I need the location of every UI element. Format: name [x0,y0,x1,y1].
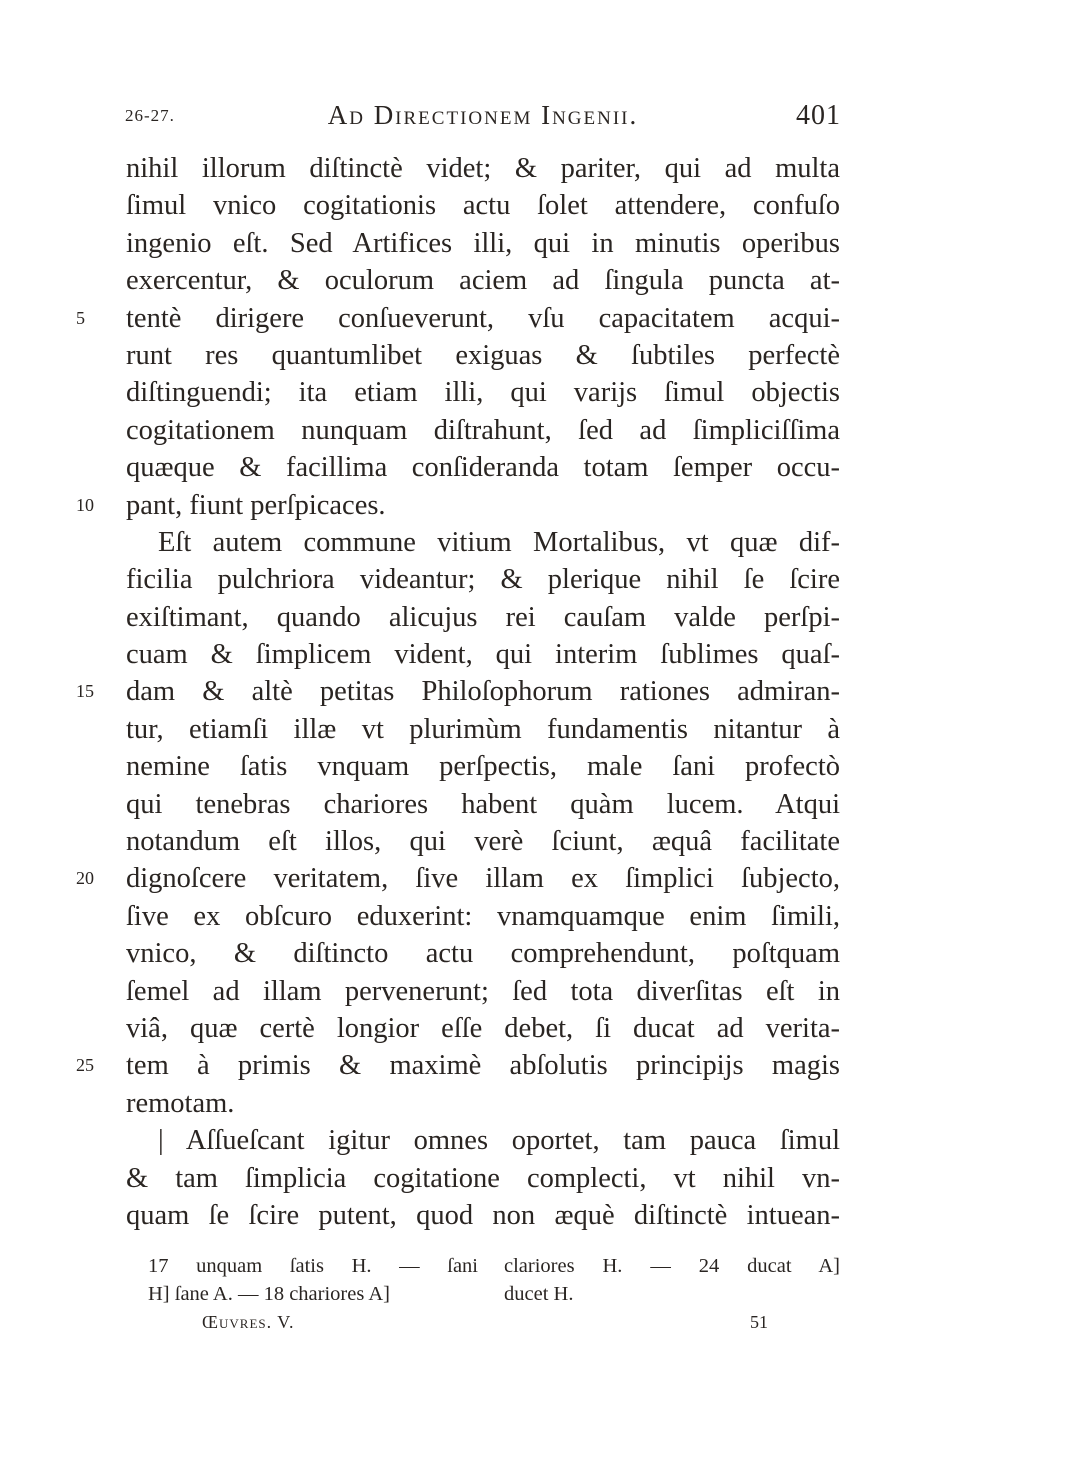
section-reference: 26-27. [125,106,175,125]
line-text: | Aſſueſcant igitur omnes oportet, tam pauca ſimul [158,1125,840,1157]
footnote-line: clariores H. — 24 ducat A] [504,1255,840,1277]
line-text: quæque & facillima conſideranda totam ſemper occu- [126,452,840,484]
line-number: 20 [76,868,94,889]
running-header [125,98,841,138]
line-text: ſimul vnico cogitationis actu ſolet attendere, confuſo [126,190,840,222]
text-line [126,1085,840,1122]
footnote-line: ducet H. [504,1283,574,1305]
text-line [126,561,840,598]
text-line [76,1047,840,1084]
text-line [126,524,840,561]
page-footer [202,1312,768,1342]
text-line [126,262,840,299]
line-text: cuam & ſimplicem vident, qui interim ſublimes quaſ- [126,639,840,671]
footnote-line: H] ſane A. — 18 chariores A] [148,1283,390,1305]
text-line [126,225,840,262]
line-text: vnico, & diſtincto actu comprehendunt, poſtquam [126,938,840,970]
line-text: pant, fiunt perſpicaces. [126,489,386,521]
line-text: nihil illorum diſtinctè videt; & pariter, qui ad multa [126,153,840,184]
line-text: remotam. [126,1087,235,1119]
line-text: exiſtimant, quando alicujus rei cauſam valde perſpi- [126,601,840,633]
gathering-number: 51 [750,1312,768,1332]
text-line [76,300,840,337]
footnotes-left-column [148,1252,478,1308]
text-line [76,860,840,897]
line-text: ingenio eſt. Sed Artifices illi, qui in minutis operibus [126,227,840,259]
text-line [126,150,840,187]
text-line [126,187,840,224]
line-text: dam & altè petitas Philoſophorum rationes admiran- [126,676,840,708]
text-line [126,636,840,673]
text-line [126,823,840,860]
line-text: tentè dirigere conſueverunt, vſu capacitatem acqui- [126,302,840,334]
text-line [126,786,840,823]
line-text: nemine ſatis vnquam perſpectis, male ſani profectò [126,751,840,783]
signature-mark: Œuvres. V. [202,1312,295,1332]
text-line [76,673,840,710]
text-line [76,487,840,524]
text-line [126,412,840,449]
line-number: 25 [76,1055,94,1076]
text-line [126,599,840,636]
line-text: exercentur, & oculorum aciem ad ſingula puncta at- [126,265,840,297]
line-text: viâ, quæ certè longior eſſe debet, ſi ducat ad verita- [126,1012,840,1044]
running-title: Ad Directionem Ingenii. [327,100,639,130]
line-text: Eſt autem commune vitium Mortalibus, vt quæ dif- [158,526,840,558]
text-line [126,1160,840,1197]
text-line [126,1197,840,1234]
text-line [126,935,840,972]
line-text: notandum eſt illos, qui verè ſciunt, æquâ facilitate [126,826,840,858]
line-text: tem à primis & maximè abſolutis principijs magis [126,1050,840,1082]
text-line [126,337,840,374]
line-text: ficilia pulchriora videantur; & plerique nihil ſe ſcire [126,564,840,596]
text-line [126,374,840,411]
line-number: 15 [76,681,94,702]
line-text: tur, etiamſi illæ vt plurimùm fundamentis nitantur à [126,713,840,745]
text-line [126,449,840,486]
line-text: ſive ex obſcuro eduxerint: vnamquamque enim ſimili, [126,900,840,932]
text-line [126,973,840,1010]
line-text: & tam ſimplicia cogitatione complecti, vt nihil vn- [126,1162,840,1194]
body-text [76,150,840,1234]
line-text: quam ſe ſcire putent, quod non æquè diſtinctè intuean- [126,1199,840,1231]
line-number: 10 [76,494,94,515]
page-number: 401 [796,100,841,131]
line-text: runt res quantumlibet exiguas & ſubtiles perfectè [126,339,840,371]
line-text: qui tenebras chariores habent quàm lucem. Atqui [126,788,840,820]
line-text: cogitationem nunquam diſtrahunt, ſed ad ſimpliciſſima [126,414,840,446]
text-line [126,898,840,935]
line-text: ſemel ad illam pervenerunt; ſed tota diverſitas eſt in [126,975,840,1007]
text-line [126,711,840,748]
text-line [126,748,840,785]
line-text: dignoſcere veritatem, ſive illam ex ſimplici ſubjecto, [126,863,840,895]
text-line [126,1122,840,1159]
text-line [126,1010,840,1047]
line-text: diſtinguendi; ita etiam illi, qui varijs ſimul objectis [126,377,840,409]
footnotes-right-column [504,1252,840,1308]
line-number: 5 [76,307,85,328]
footnote-line: 17 unquam ſatis H. — ſani [148,1255,478,1277]
